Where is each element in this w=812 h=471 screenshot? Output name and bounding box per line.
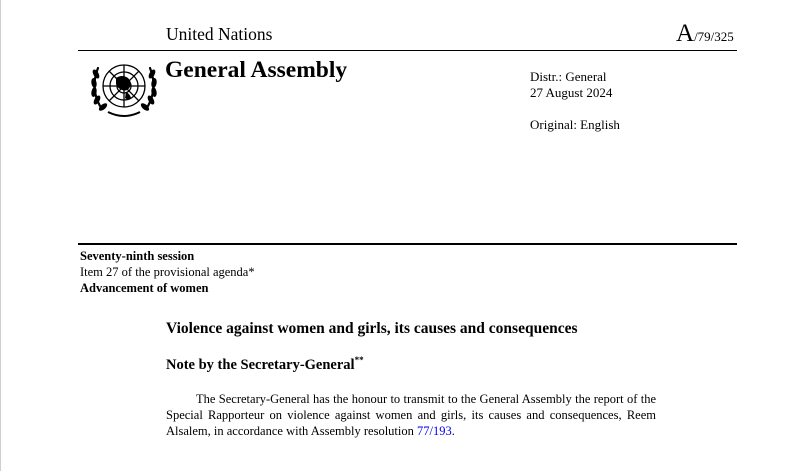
symbol-number: /79/325 — [694, 29, 734, 44]
body-name: General Assembly — [165, 57, 348, 83]
agenda-item: Item 27 of the provisional agenda* — [80, 265, 255, 279]
footnote-marker: ** — [354, 355, 364, 365]
resolution-link[interactable]: 77/193 — [416, 424, 452, 438]
viewer-edge — [0, 0, 1, 471]
distribution: Distr.: General — [530, 69, 607, 84]
header-rule — [78, 50, 737, 51]
document-title: Violence against women and girls, its causes and consequences — [166, 320, 578, 337]
document-symbol — [676, 20, 734, 48]
body-paragraph — [166, 391, 656, 439]
symbol-letter: A — [676, 20, 695, 47]
document-date: 27 August 2024 — [530, 85, 613, 100]
note-heading — [166, 357, 364, 374]
agenda-topic: Advancement of women — [80, 281, 209, 295]
session-rule — [78, 243, 737, 245]
paragraph-text: The Secretary-General has the honour to transmit to the General Assembly the report of the Special Rapporteur on violence against women and girls, its causes and consequences, Reem Alsalem, in accordance with Assembly resolution — [166, 392, 656, 438]
session-name: Seventy-ninth session — [80, 249, 195, 263]
original-language: Original: English — [530, 117, 620, 132]
organization-name: United Nations — [166, 24, 273, 44]
un-emblem-icon — [86, 56, 162, 122]
distribution-block — [530, 69, 612, 101]
note-heading-text: Note by the Secretary-General — [166, 357, 355, 373]
paragraph-end: . — [451, 424, 455, 438]
